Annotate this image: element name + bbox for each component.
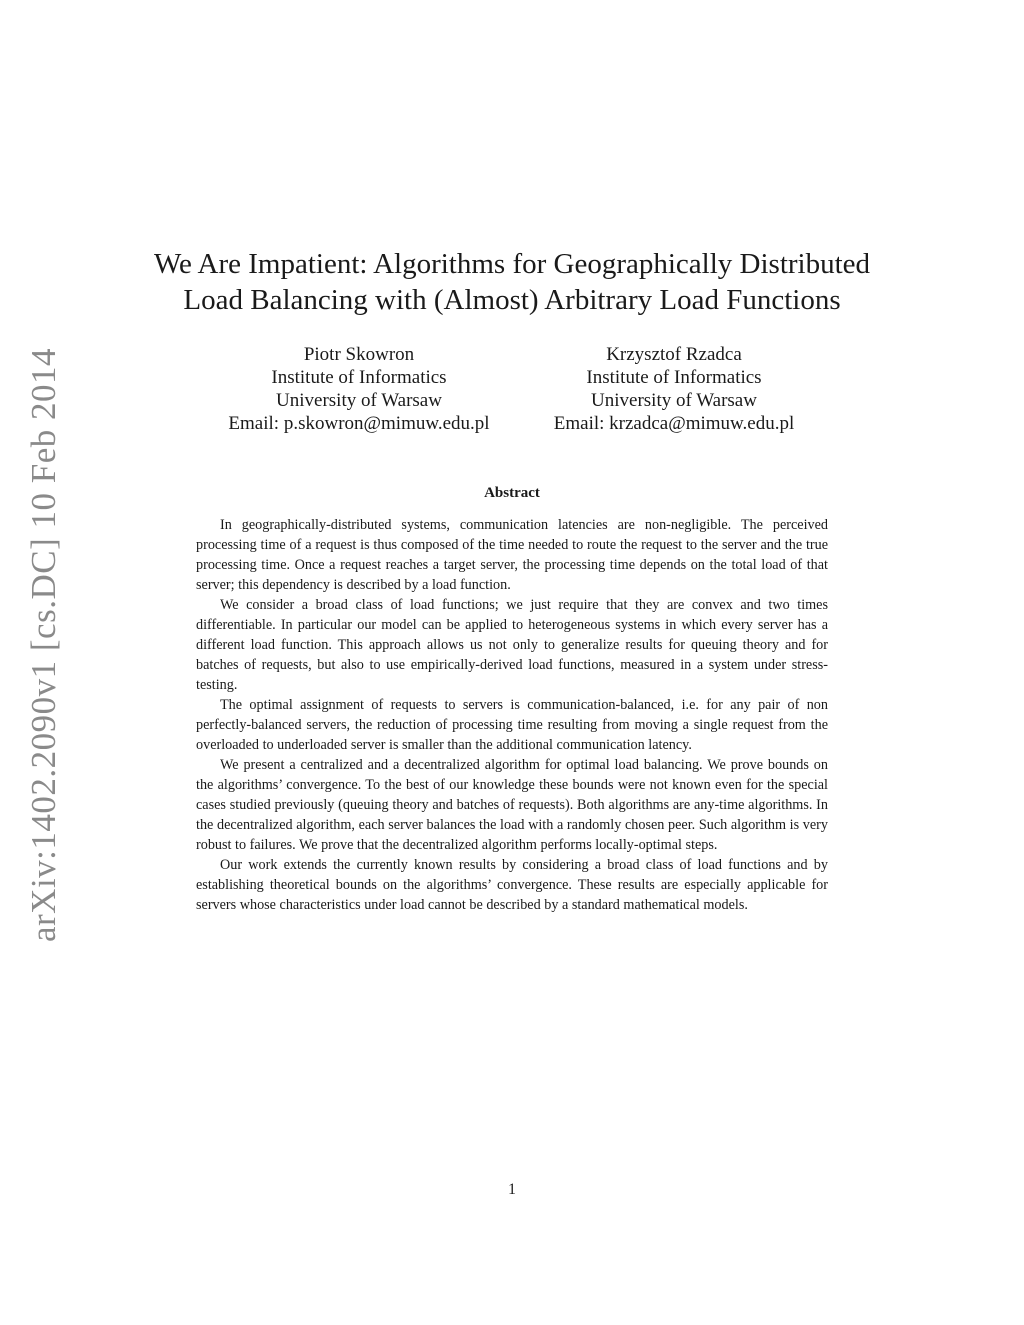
paper-title-line-2: Load Balancing with (Almost) Arbitrary Load Functions <box>183 284 841 316</box>
abstract-paragraph: In geographically-distributed systems, communication latencies are non-negligible. The perceived processing time of a request is thus composed of the time needed to route the request to the server and the true processing time. Once a request reaches a target server, the processing time depends on the total load of that server; this dependency is described by a load function. <box>196 517 828 593</box>
abstract-paragraph: Our work extends the currently known results by considering a broad class of load functions and by establishing theoretical bounds on the algorithms’ convergence. These results are especially applicable for servers whose characteristics under load cannot be described by a standard mathematical models. <box>196 857 828 913</box>
author-institute: Institute of Informatics <box>586 367 762 388</box>
author-name: Piotr Skowron <box>303 344 415 365</box>
author-block-rzadca <box>514 343 834 435</box>
paper-title-line-1: We Are Impatient: Algorithms for Geographically Distributed <box>153 248 871 280</box>
abstract-body <box>196 515 828 915</box>
author-email: Email: krzadca@mimuw.edu.pl <box>553 413 795 434</box>
abstract-paragraph: We present a centralized and a decentralized algorithm for optimal load balancing. We prove bounds on the algorithms’ convergence. To the best of our knowledge these bounds were not known even for the special cases studied previously (queuing theory and batches of requests). Both algorithms are any-time algorithms. In the decentralized algorithm, each server balances the load with a randomly chosen peer. Such algorithm is very robust to failures. We prove that the decentralized algorithm performs locally-optimal steps. <box>196 757 828 853</box>
abstract-paragraph: The optimal assignment of requests to servers is communication-balanced, i.e. for any pair of non perfectly-balanced servers, the reduction of processing time resulting from moving a single request from the overloaded to underloaded server is smaller than the additional communication latency. <box>196 697 828 753</box>
abstract-paragraph: We consider a broad class of load functions; we just require that they are convex and two times differentiable. In particular our model can be applied to heterogeneous systems in which every server has a different load function. This approach allows us not only to generalize results for queuing theory and for batches of requests, but also to use empirically-derived load functions, measured in a system under stress-testing. <box>196 597 828 693</box>
author-institute: Institute of Informatics <box>271 367 447 388</box>
author-block-skowron <box>199 343 519 435</box>
paper-title <box>0 246 1024 318</box>
page-number: 1 <box>508 1181 516 1198</box>
abstract-heading: Abstract <box>484 485 540 501</box>
author-name: Krzysztof Rzadca <box>606 344 742 365</box>
author-email: Email: p.skowron@mimuw.edu.pl <box>228 413 490 434</box>
author-university: University of Warsaw <box>591 390 757 411</box>
author-university: University of Warsaw <box>276 390 442 411</box>
arxiv-identifier-stamp: arXiv:1402.2090v1 [cs.DC] 10 Feb 2014 <box>24 347 63 943</box>
